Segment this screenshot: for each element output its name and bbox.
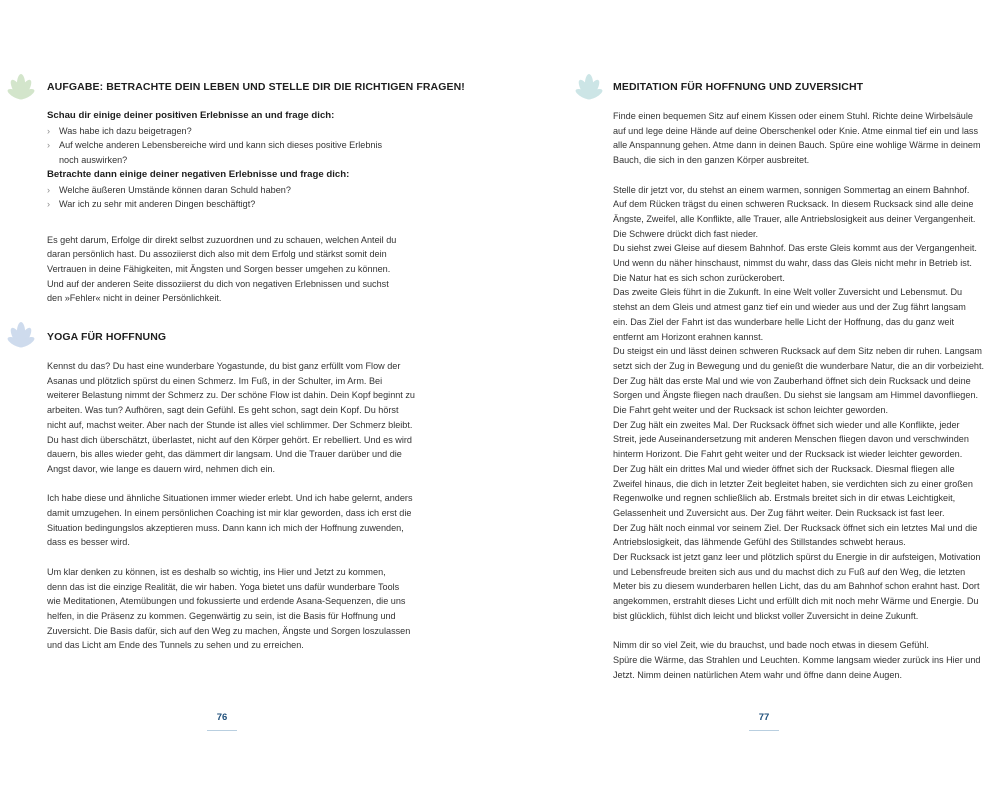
lotus-icon xyxy=(568,72,610,102)
aufgabe-content xyxy=(47,109,467,306)
section-heading-yoga: YOGA FÜR HOFFNUNG xyxy=(47,331,167,343)
meditation-paragraph-3: Nimm dir so viel Zeit, wie du brauchst, und bade noch etwas in diesem Gefühl. Spüre die Wärme, das Strahlen und Leuchten. Komme langsam wieder zurück ins Hier und Jetzt. Nimm deinen natürlichen Atem wahr und öffne dann deine Augen. xyxy=(613,640,981,680)
aufgabe-paragraph: Es geht darum, Erfolge dir direkt selbst zuzuordnen und zu schauen, welchen Anteil du daran persönlich hast. Du assoziierst dich also mit dem Erfolg und stärkst somit dein Vertrauen in deine Fähigkeiten, mit Ängsten und Sorgen besser umgehen zu können. Und auf der anderen Seite dissoziierst du dich von negativen Erlebnissen und suchst den »Fehler« nicht in deiner Persönlichkeit. xyxy=(47,234,397,304)
yoga-content xyxy=(47,359,467,653)
yoga-paragraph-2: Ich habe diese und ähnliche Situationen immer wieder erlebt. Und ich habe gelernt, anders damit umzugehen. In einem persönlichen Coaching ist mir klar geworden, dass ich erst die Situation bedingungslos akzeptieren muss. Dann kann ich mich der Hoffnung zuwenden, dass es besser wird. xyxy=(47,493,413,548)
positive-subhead: Schau dir einige deiner positiven Erlebnisse an und frage dich: xyxy=(47,110,335,121)
page-number-underline xyxy=(207,730,237,731)
negative-subhead: Betrachte dann einige deiner negativen Erlebnisse und frage dich: xyxy=(47,168,350,180)
question-item: › Auf welche anderen Lebensbereiche wird und kann sich dieses positive Erlebnis xyxy=(47,138,467,153)
positive-question-list xyxy=(47,124,467,168)
page-number: 77 xyxy=(758,712,770,723)
yoga-paragraph-1: Kennst du das? Du hast eine wunderbare Yogastunde, du bist ganz erfüllt vom Flow der Asanas und plötzlich spürst du einen Schmerz. Im Fuß, in der Schulter, im Arm. Bei weiterer Belastung nimmt der Schmerz zu. Der schöne Flow ist dahin. Dein Kopf beginnt zu arbeiten. Was tun? Aufhören, sagt dein Gefühl. Es geht schon, sagt dein Kopf. Du hörst nicht auf, machst weiter. Aber nach der Stunde ist alles viel schlimmer. Der Schmerz bleibt. Du hast dich überschätzt, überlastet, nicht auf den Körper gehört. Er rebelliert. Und es wird dauern, bis alles wieder geht, das dämmert dir langsam. Und die Trauer darüber und die Angst davor, wie lange es dauern wird, nehmen dich ein. xyxy=(47,361,415,474)
question-item-continued: noch auswirken? xyxy=(59,155,128,166)
section-heading-aufgabe: AUFGABE: BETRACHTE DEIN LEBEN UND STELLE DIR DIE RICHTIGEN FRAGEN! xyxy=(47,81,465,93)
question-item: › Was habe ich dazu beigetragen? xyxy=(47,124,467,139)
page-number-underline xyxy=(749,730,779,731)
meditation-paragraph-1: Finde einen bequemen Sitz auf einem Kissen oder einem Stuhl. Richte deine Wirbelsäule auf und lege deine Hände auf deine Oberschenkel oder Knie. Atme einmal tief ein und lass alle Anspannung gehen. Atme dann in deinen Bauch. Spüre eine wohlige Wärme in deinem Bauch, die sich in den ganzen Körper ausbreitet. xyxy=(613,111,981,166)
negative-question-list xyxy=(47,183,467,212)
lotus-icon xyxy=(0,72,42,102)
yoga-paragraph-3: Um klar denken zu können, ist es deshalb so wichtig, ins Hier und Jetzt zu kommen, denn das ist die einzige Realität, die wir haben. Yoga bietet uns dafür wunderbare Tools wie Meditationen, Atemübungen und fokussierte und erdende Asana-Sequenzen, die uns helfen, in die Präsenz zu kommen. Gegenwärtig zu sein, ist die Basis für Hoffnung und Zuversicht. Die Basis dafür, sich auf den Weg zu machen, Ängste und Sorgen loszulassen und das Licht am Ende des Tunnels zu sehen und zu erreichen. xyxy=(47,566,411,651)
page-number: 76 xyxy=(216,712,228,723)
right-page xyxy=(500,0,1000,800)
lotus-icon xyxy=(0,320,42,350)
question-item: › Welche äußeren Umstände können daran Schuld haben? xyxy=(47,183,467,198)
meditation-content xyxy=(613,109,1000,682)
question-item: › War ich zu sehr mit anderen Dingen beschäftigt? xyxy=(47,197,467,212)
meditation-paragraph-2: Stelle dir jetzt vor, du stehst an einem warmen, sonnigen Sommertag an einem Bahnhof. Auf dem Rücken trägst du einen schweren Rucksack. In diesem Rucksack sind alle deine Ängste, Zweifel, alle Konflikte, alle Trauer, alle Antriebslosigkeit aus deiner Vergangenheit. Die Schwere drückt dich fast nieder. Du siehst zwei Gleise auf diesem Bahnhof. Das erste Gleis kommt aus der Vergangenheit. Und wenn du näher hinschaust, nimmst du wahr, dass das Gleis nicht mehr in Betrieb ist. Die Natur hat es sich schon zurückerobert. Das zweite Gleis führt in die Zukunft. In eine Welt voller Zuversicht und Lebensmut. Du stehst an dem Gleis und atmest ganz tief ein und wieder aus und der Zug fährt langsam ein. Das Ziel der Fahrt ist das wunderbare helle Licht der Hoffnung, das du ganz weit entfernt am Horizont erahnen kannst. Du steigst ein und lässt deinen schweren Rucksack auf dem Sitz neben dir ruhen. Langsam setzt sich der Zug in Bewegung und du genießt die wunderbare Natur, die an dir vorbeizieht. Der Zug hält das erste Mal und wie von Zauberhand öffnet sich dein Rucksack und deine Sorgen und Ängste fliegen nach draußen. Du siehst sie langsam am Himmel davonfliegen. Die Fahrt geht weiter und der Rucksack ist schon leichter geworden. Der Zug hält ein zweites Mal. Der Rucksack öffnet sich wieder und alle Konflikte, jeder Streit, jede Auseinandersetzung mit anderen Menschen fliegen davon und verschwinden hinterm Horizont. Die Fahrt geht weiter und der Rucksack ist wieder leichter geworden. Der Zug hält ein drittes Mal und wieder öffnet sich der Rucksack. Diesmal fliegen alle Zweifel hinaus, die dich in letzter Zeit begleitet haben, sie verdichten sich zu einer großen Regenwolke und regnen schließlich ab. Erstmals breitet sich in dir etwas Leichtigkeit, Gelassenheit und Zuversicht aus. Der Zug fährt weiter. Dein Rucksack ist fast leer. Der Zug hält noch einmal vor seinem Ziel. Der Rucksack öffnet sich ein letztes Mal und die Antriebslosigkeit, das lähmende Gefühl des Stillstandes schwebt heraus. Der Rucksack ist jetzt ganz leer und plötzlich spürst du Energie in dir aufsteigen, Motivation und Lebensfreude breiten sich aus und du machst dich zu Fuß auf den Weg, die letzten Meter bis zu diesem wunderbaren hellen Licht, das du am Bahnhof schon erahnt hast. Dort angekommen, erstrahlt dieses Licht und erfüllt dich mit noch mehr Wärme und Energie. Du bist glücklich, fühlst dich leicht und blickst voller Zuversicht in deine Zukunft. xyxy=(613,184,985,621)
section-heading-meditation: MEDITATION FÜR HOFFNUNG UND ZUVERSICHT xyxy=(613,81,864,93)
